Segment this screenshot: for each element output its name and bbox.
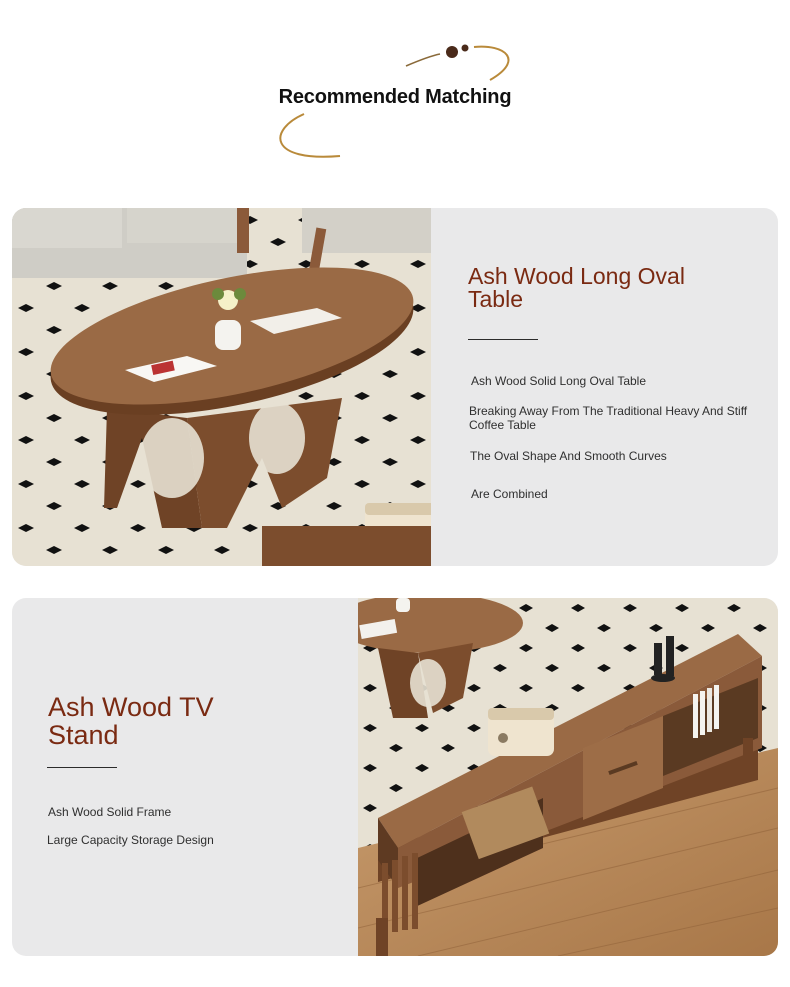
product-title: Ash Wood TV Stand xyxy=(48,692,214,750)
title-divider xyxy=(468,339,538,340)
section-title: Recommended Matching xyxy=(278,86,512,108)
oval-table-photo xyxy=(12,208,431,566)
feature-text: Large Capacity Storage Design xyxy=(47,833,214,847)
section-header xyxy=(0,0,790,180)
feature-text: The Oval Shape And Smooth Curves xyxy=(470,449,667,463)
product-title: Ash Wood Long Oval Table xyxy=(468,263,685,313)
tv-stand-photo xyxy=(358,598,778,956)
feature-text: Ash Wood Solid Long Oval Table xyxy=(471,374,647,388)
title-divider xyxy=(47,767,117,768)
feature-text: Are Combined xyxy=(471,487,548,501)
feature-text: Ash Wood Solid Frame xyxy=(48,805,172,819)
feature-text: Breaking Away From The Traditional Heavy And Stiff Coffee Table xyxy=(469,404,748,433)
product-card-tv-stand[interactable] xyxy=(12,598,778,956)
product-card-oval-table[interactable] xyxy=(12,208,778,566)
